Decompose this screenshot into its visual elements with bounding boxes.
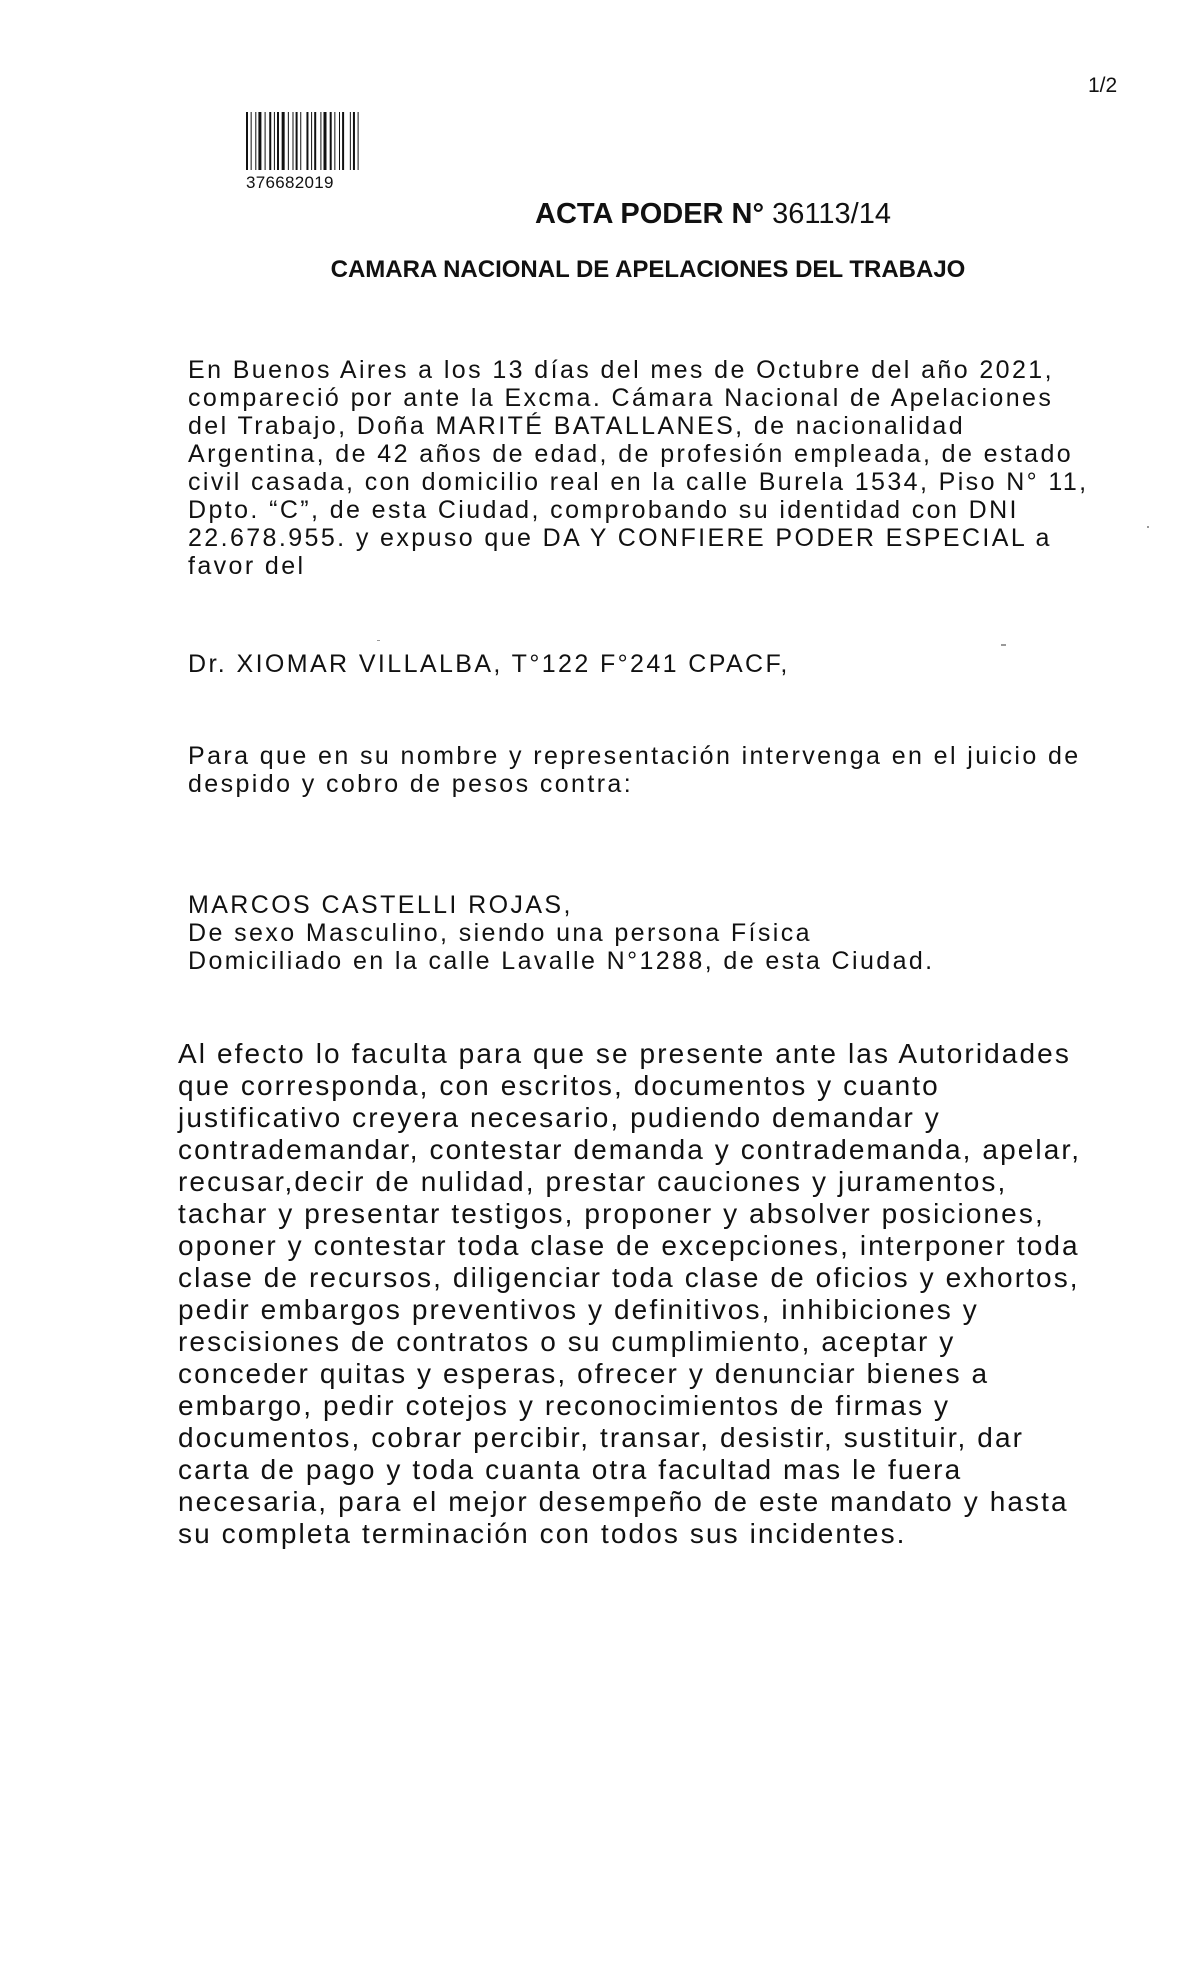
powers-line: embargo, pedir cotejos y reconocimientos de firmas y	[178, 1390, 951, 1421]
powers-line: recusar,decir de nulidad, prestar cauciones y juramentos,	[178, 1166, 1008, 1197]
intro-line: Argentina, de 42 años de edad, de profesión empleada, de estado	[188, 440, 1074, 468]
powers-line: justificativo creyera necesario, pudiendo demandar y	[178, 1102, 941, 1133]
powers-line: tachar y presentar testigos, proponer y absolver posiciones,	[178, 1198, 1045, 1229]
powers-line: conceder quitas y esperas, ofrecer y denunciar bienes a	[178, 1358, 990, 1389]
intro-paragraph	[188, 356, 1089, 580]
defendant-paragraph	[188, 891, 935, 975]
scan-speck	[377, 640, 380, 641]
scan-speck	[1001, 644, 1006, 646]
purpose-paragraph	[188, 742, 1081, 798]
page-number: 1/2	[1088, 74, 1118, 97]
powers-line: oponer y contestar toda clase de excepciones, interponer toda	[178, 1230, 1080, 1261]
institution-heading: CAMARA NACIONAL DE APELACIONES DEL TRABAJO	[330, 256, 966, 283]
powers-line: pedir embargos preventivos y definitivos, inhibiciones y	[178, 1294, 979, 1325]
powers-line: necesaria, para el mejor desempeño de este mandato y hasta	[178, 1486, 1069, 1517]
purpose-line: Para que en su nombre y representación intervenga en el juicio de	[188, 742, 1081, 770]
intro-line: favor del	[188, 552, 306, 580]
intro-line: 22.678.955. y expuso que DA Y CONFIERE PODER ESPECIAL a	[188, 524, 1052, 552]
intro-line: civil casada, con domicilio real en la calle Burela 1534, Piso N° 11,	[188, 468, 1089, 496]
intro-line: En Buenos Aires a los 13 días del mes de Octubre del año 2021,	[188, 356, 1054, 384]
intro-line: Dpto. “C”, de esta Ciudad, comprobando su identidad con DNI	[188, 496, 1019, 524]
defendant-line: Domiciliado en la calle Lavalle N°1288, de esta Ciudad.	[188, 947, 935, 975]
intro-line: compareció por ante la Excma. Cámara Nacional de Apelaciones	[188, 384, 1054, 412]
powers-line: rescisiones de contratos o su cumplimiento, aceptar y	[178, 1326, 956, 1357]
attorney-line: Dr. XIOMAR VILLALBA, T°122 F°241 CPACF,	[188, 650, 790, 678]
barcode-number: 376682019	[246, 173, 334, 192]
powers-paragraph	[178, 1038, 1081, 1550]
powers-line: contrademandar, contestar demanda y contrademanda, apelar,	[178, 1134, 1082, 1165]
purpose-line: despido y cobro de pesos contra:	[188, 770, 634, 798]
acta-number: 36113/14	[764, 198, 891, 230]
scan-speck	[1147, 526, 1149, 528]
powers-line: Al efecto lo faculta para que se presente ante las Autoridades	[178, 1038, 1071, 1069]
powers-line: carta de pago y toda cuanta otra facultad mas le fuera	[178, 1454, 963, 1485]
powers-line: que corresponda, con escritos, documentos y cuanto	[178, 1070, 940, 1101]
defendant-line: De sexo Masculino, siendo una persona Física	[188, 919, 812, 947]
intro-line: del Trabajo, Doña MARITÉ BATALLANES, de nacionalidad	[188, 412, 965, 440]
barcode-icon	[246, 112, 432, 170]
defendant-line: MARCOS CASTELLI ROJAS,	[188, 891, 573, 919]
powers-line: documentos, cobrar percibir, transar, desistir, sustituir, dar	[178, 1422, 1025, 1453]
acta-title	[535, 198, 891, 231]
barcode-block	[246, 112, 432, 193]
acta-label: ACTA PODER N°	[535, 198, 765, 230]
powers-line: su completa terminación con todos sus incidentes.	[178, 1518, 907, 1549]
powers-line: clase de recursos, diligenciar toda clase de oficios y exhortos,	[178, 1262, 1080, 1293]
